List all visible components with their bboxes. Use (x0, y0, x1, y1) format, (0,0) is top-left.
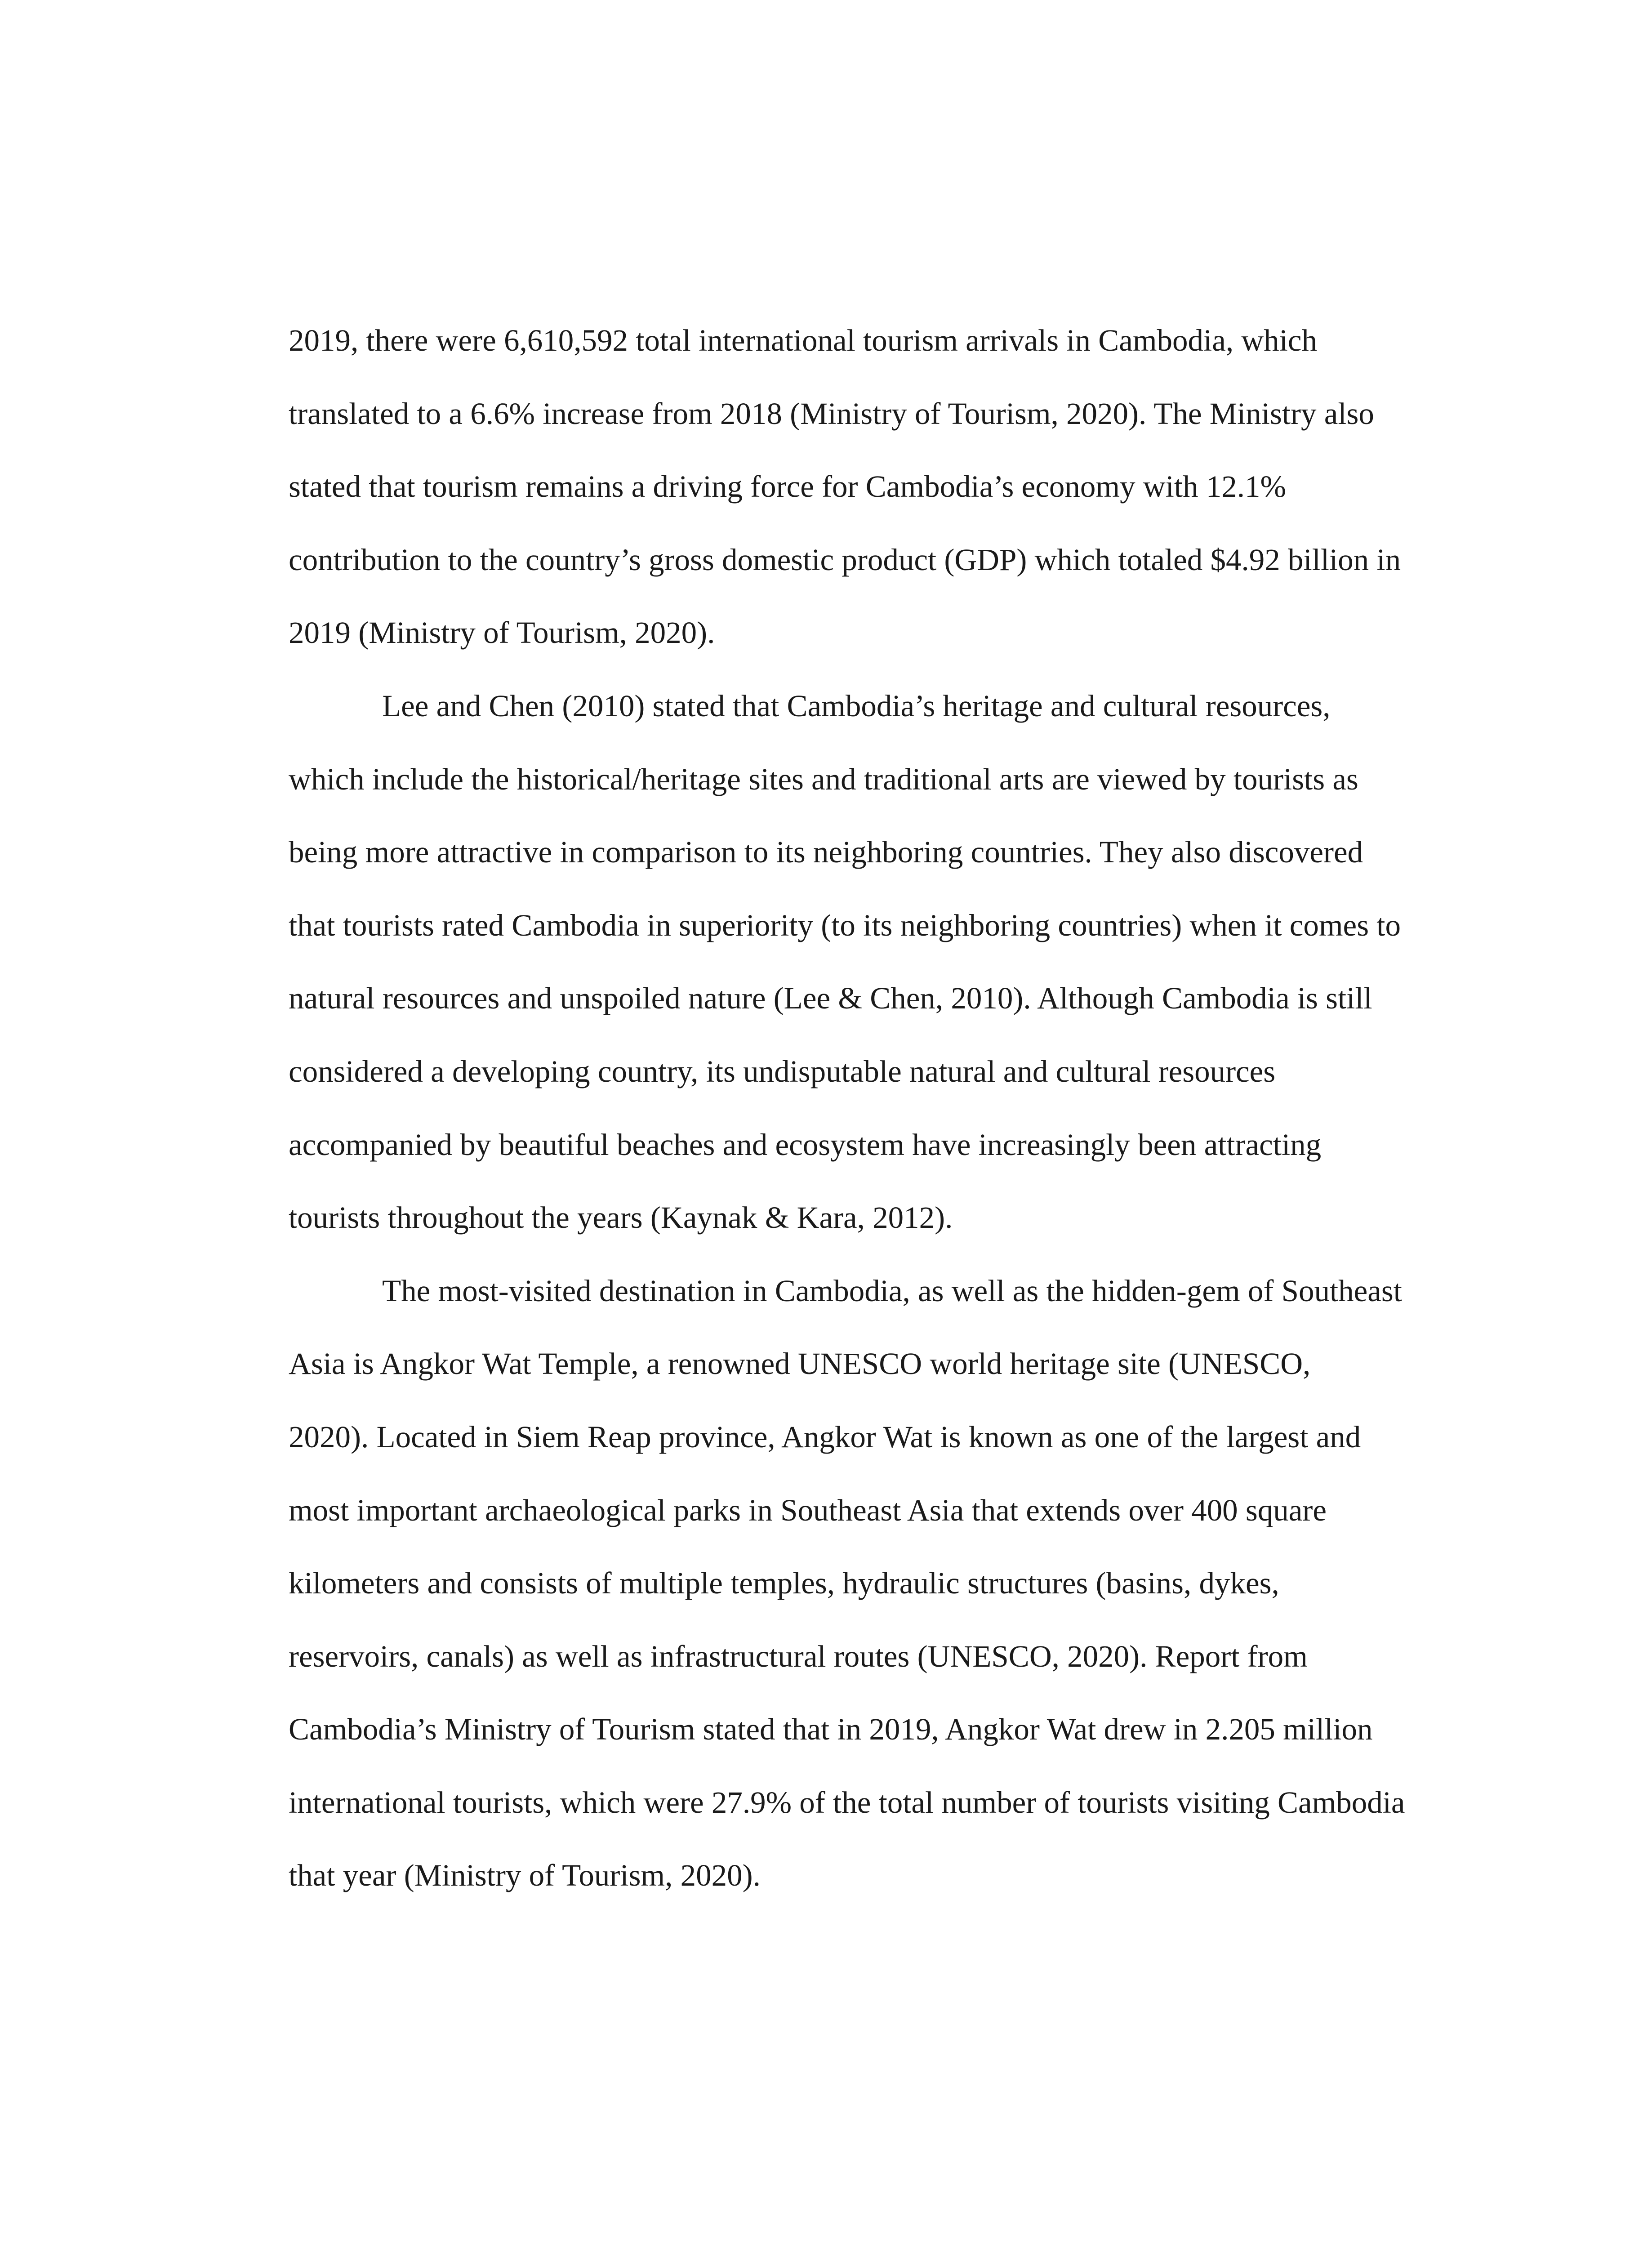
text-line: 2019, there were 6,610,592 total international tourism arrivals in Cambodia, which (289, 323, 1317, 357)
text-line: 2020). Located in Siem Reap province, Angkor Wat is known as one of the largest and (289, 1419, 1361, 1454)
text-line: 2019 (Ministry of Tourism, 2020). (289, 616, 715, 650)
text-line: Asia is Angkor Wat Temple, a renowned UNESCO world heritage site (UNESCO, (289, 1347, 1311, 1381)
text-line: most important archaeological parks in Southeast Asia that extends over 400 square (289, 1493, 1327, 1527)
text-line: that year (Ministry of Tourism, 2020). (289, 1858, 761, 1893)
body-text (289, 322, 1439, 1931)
text-line: accompanied by beautiful beaches and ecosystem have increasingly been attracting (289, 1127, 1322, 1162)
text-line: tourists throughout the years (Kaynak & Kara, 2012). (289, 1200, 953, 1235)
text-line: translated to a 6.6% increase from 2018 (Ministry of Tourism, 2020). The Ministry also (289, 396, 1374, 431)
text-line: natural resources and unspoiled nature (Lee & Chen, 2010). Although Cambodia is still (289, 981, 1372, 1016)
text-line: considered a developing country, its undisputable natural and cultural resources (289, 1054, 1276, 1088)
text-line: contribution to the country’s gross domestic product (GDP) which totaled $4.92 billion in (289, 542, 1401, 577)
text-line: kilometers and consists of multiple temples, hydraulic structures (basins, dykes, (289, 1566, 1279, 1601)
paragraph-first-line: The most-visited destination in Cambodia, as well as the hidden-gem of Southeast (382, 1273, 1402, 1308)
text-line: which include the historical/heritage sites and traditional arts are viewed by tourists as (289, 762, 1358, 796)
text-line: reservoirs, canals) as well as infrastructural routes (UNESCO, 2020). Report from (289, 1639, 1308, 1673)
text-line: that tourists rated Cambodia in superiority (to its neighboring countries) when it comes to (289, 908, 1401, 942)
text-line: international tourists, which were 27.9% of the total number of tourists visiting Cambodia (289, 1785, 1405, 1820)
text-line: being more attractive in comparison to its neighboring countries. They also discovered (289, 835, 1363, 870)
paragraph-first-line: Lee and Chen (2010) stated that Cambodia’s heritage and cultural resources, (382, 688, 1331, 723)
text-line: stated that tourism remains a driving force for Cambodia’s economy with 12.1% (289, 469, 1286, 504)
text-line: Cambodia’s Ministry of Tourism stated that in 2019, Angkor Wat drew in 2.205 million (289, 1712, 1373, 1747)
